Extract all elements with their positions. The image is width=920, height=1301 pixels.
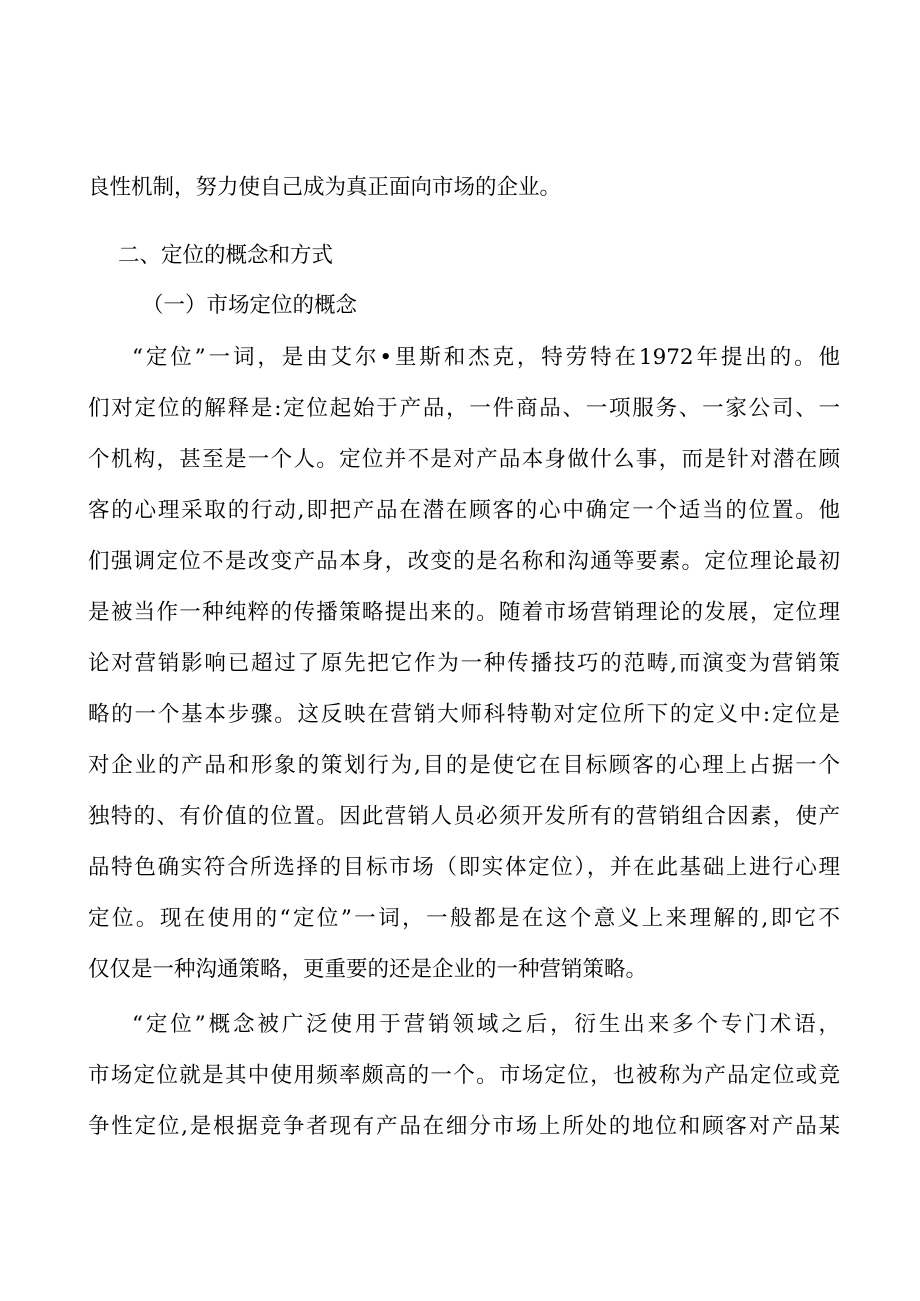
paragraph-2-line-3: 争性定位,是根据竞争者现有产品在细分市场上所处的地位和顾客对产品某 [88,1114,840,1139]
subsection-heading: （一）市场定位的概念 [142,293,358,318]
section-heading: 二、定位的概念和方式 [118,243,334,268]
paragraph-1-line-5: 们强调定位不是改变产品本身，改变的是名称和沟通等要素。定位理论最初 [88,549,840,574]
paragraph-1-line-11: 品特色确实符合所选择的目标市场（即实体定位），并在此基础上进行心理 [88,855,840,880]
paragraph-2-line-1: “定位”概念被广泛使用于营销领域之后，衍生出来多个专门术语， [132,1012,840,1037]
paragraph-1-line-2: 们对定位的解释是:定位起始于产品，一件商品、一项服务、一家公司、一 [88,396,840,421]
carryover-line-1: 良性机制，努力使自己成为真正面向市场的企业。 [88,175,562,200]
paragraph-1-line-8: 略的一个基本步骤。这反映在营销大师科特勒对定位所下的定义中:定位是 [88,702,840,727]
paragraph-1-line-10: 独特的、有价值的位置。因此营销人员必须开发所有的营销组合因素，使产 [88,804,840,829]
paragraph-1-line-13: 仅仅是一种沟通策略，更重要的还是企业的一种营销策略。 [88,957,648,982]
paragraph-1-line-12: 定位。现在使用的“定位”一词，一般都是在这个意义上来理解的,即它不 [88,906,840,931]
paragraph-1-line-7: 论对营销影响已超过了原先把它作为一种传播技巧的范畴,而演变为营销策 [88,651,840,676]
paragraph-1-line-1: “定位”一词，是由艾尔•里斯和杰克，特劳特在1972年提出的。他 [132,345,840,370]
paragraph-2-line-2: 市场定位就是其中使用频率颇高的一个。市场定位，也被称为产品定位或竞 [88,1063,840,1088]
paragraph-1-line-3: 个机构，甚至是一个人。定位并不是对产品本身做什么事，而是针对潜在顾 [88,447,840,472]
paragraph-1-line-6: 是被当作一种纯粹的传播策略提出来的。随着市场营销理论的发展，定位理 [88,600,840,625]
paragraph-1-line-4: 客的心理采取的行动,即把产品在潜在顾客的心中确定一个适当的位置。他 [88,498,840,523]
paragraph-1-line-9: 对企业的产品和形象的策划行为,目的是使它在目标顾客的心理上占据一个 [88,753,840,778]
